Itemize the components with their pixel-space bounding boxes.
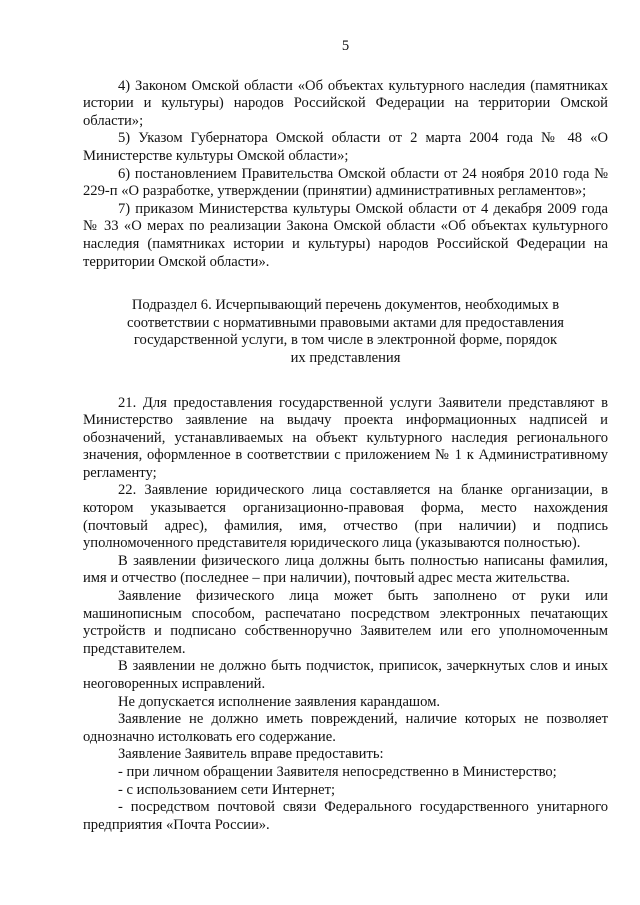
body-paragraph: 22. Заявление юридического лица составляется на бланке организации, в котором указывается организационно-правовая форма, место нахождения (почтовый адрес), фамилия, имя, отчество (при наличии) и подпись уполномоченного представителя юридического лица (указываются полностью). [83,482,608,552]
heading-line: соответствии с нормативными правовыми актами для предоставления [126,314,565,331]
body-paragraph: 21. Для предоставления государственной услуги Заявители представляют в Министерство заявление на выдачу проекта информационных надписей и обозначений, устанавливаемых на объект культурного наследия регионального значения, оформленное в соответствии с приложением № 1 к Административному регламенту; [83,394,608,481]
list-item: 5) Указом Губернатора Омской области от 2 марта 2004 года № 48 «О Министерстве культуры Омской области»; [83,130,608,164]
section-body [83,395,608,835]
body-paragraph: В заявлении не должно быть подчисток, приписок, зачеркнутых слов и иных неоговоренных исправлений. [83,658,608,692]
heading-line: их представления [290,349,401,366]
list-item: 4) Законом Омской области «Об объектах культурного наследия (памятниках истории и культуры) народов Российской Федерации на территории Омской области»; [83,77,608,129]
body-paragraph: - посредством почтовой связи Федерального государственного унитарного предприятия «Почта России». [83,799,608,833]
legal-basis-list [83,78,608,272]
section-heading [83,297,608,367]
body-paragraph: Не допускается исполнение заявления карандашом. [118,693,441,710]
heading-line: Подраздел 6. Исчерпывающий перечень документов, необходимых в [131,297,560,314]
body-paragraph: Заявление не должно иметь повреждений, наличие которых не позволяет однозначно истолковать его содержание. [83,711,608,745]
body-paragraph: Заявление физического лица может быть заполнено от руки или машинописным способом, распечатано посредством электронных печатающих устройств и подписано собственноручно Заявителем или его уполномоченным представителем. [83,588,608,657]
body-paragraph: - при личном обращении Заявителя непосредственно в Министерство; [118,763,557,780]
list-item: 6) постановлением Правительства Омской области от 24 ноября 2010 года № 229-п «О разработке, утверждении (принятии) административных регламентов»; [83,165,608,200]
body-paragraph: Заявление Заявитель вправе предоставить: [118,746,384,763]
list-item: 7) приказом Министерства культуры Омской области от 4 декабря 2009 года № 33 «О мерах по реализации Закона Омской области «Об объектах культурного наследия (памятниках истории и культуры) народов Российской Федерации на территории Омской области». [83,200,608,270]
heading-line: государственной услуги, в том числе в электронной форме, порядок [133,332,558,349]
body-paragraph: В заявлении физического лица должны быть полностью написаны фамилия, имя и отчество (последнее – при наличии), почтовый адрес места жительства. [83,552,608,587]
page-number: 5 [341,38,350,54]
body-paragraph: - с использованием сети Интернет; [118,781,336,798]
